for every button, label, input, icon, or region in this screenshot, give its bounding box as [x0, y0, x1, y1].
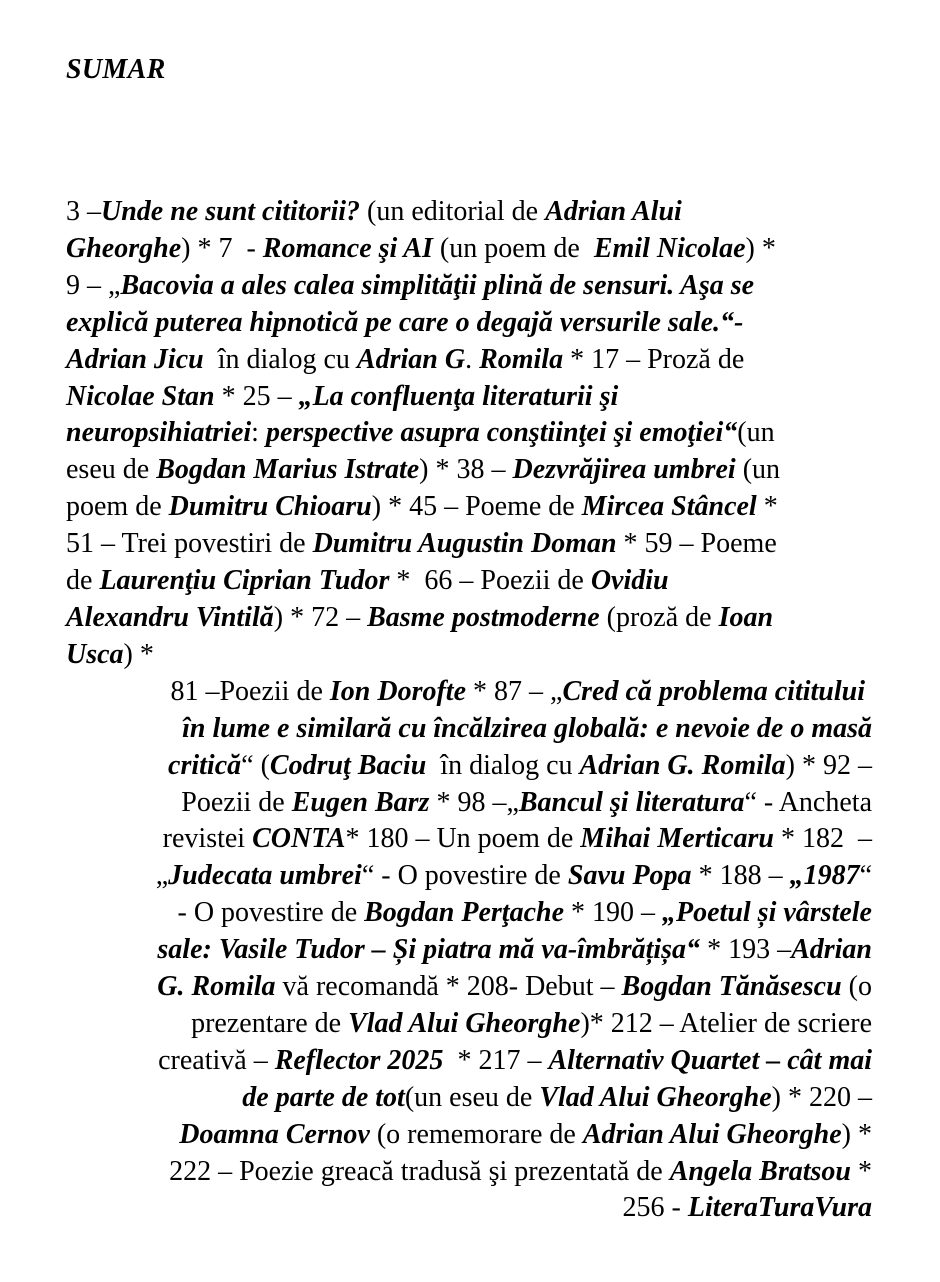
toc-line — [0, 194, 940, 231]
toc-emphasis: Laurenţiu Ciprian Tudor — [99, 565, 390, 597]
toc-text: ) * 7 - — [181, 232, 263, 264]
toc-line — [0, 932, 940, 969]
toc-emphasis: Eugen Barz — [291, 786, 430, 818]
toc-emphasis: Bogdan Tănăsescu — [621, 971, 842, 1003]
toc-text: * 59 – Poeme — [616, 528, 777, 560]
toc-emphasis: Romila — [479, 343, 564, 375]
toc-line — [0, 674, 940, 711]
toc-emphasis: Angela Bratsou — [669, 1155, 851, 1187]
toc-text: : — [251, 417, 266, 449]
toc-line — [0, 526, 940, 563]
toc-line — [0, 268, 940, 305]
toc-text: (proză de — [599, 601, 719, 633]
toc-text: * 217 – — [443, 1044, 549, 1076]
toc-line — [0, 1080, 940, 1117]
toc-emphasis: Adrian Alui — [545, 196, 682, 227]
toc-line — [0, 563, 940, 600]
toc-text: de — [66, 565, 100, 597]
toc-text: Poezii de — [181, 786, 292, 818]
toc-text: * 17 – Proză de — [563, 343, 745, 375]
toc-emphasis: de parte de tot — [242, 1081, 405, 1113]
toc-emphasis: Bogdan Perţache — [364, 897, 565, 929]
toc-text: 81 –Poezii de — [170, 675, 330, 707]
toc-emphasis: Dezvrăjirea umbrei — [512, 454, 736, 486]
toc-text: . — [465, 343, 480, 375]
toc-line — [0, 452, 940, 489]
toc-text: ) * — [745, 232, 776, 264]
table-of-contents — [0, 194, 940, 1227]
toc-line — [0, 711, 940, 748]
toc-emphasis: în lume e similară cu încălzirea globală: e nevoie de o masă — [182, 712, 872, 744]
toc-line — [0, 231, 940, 268]
toc-text: * 87 – „ — [466, 675, 563, 707]
toc-line — [0, 305, 940, 342]
toc-emphasis: Judecata umbrei — [168, 860, 362, 892]
toc-emphasis: Dumitru Augustin Doman — [312, 528, 617, 560]
toc-emphasis: Reflector 2025 — [274, 1044, 444, 1076]
toc-text: ) * 92 – — [785, 749, 872, 781]
toc-text: * 25 – — [214, 380, 299, 412]
toc-text: 3 – — [66, 196, 101, 227]
toc-text: vă recomandă * 208- Debut – — [275, 971, 622, 1003]
toc-text: “ — [859, 860, 872, 892]
toc-emphasis: Bancul şi literatura — [518, 786, 745, 818]
toc-line — [0, 858, 940, 895]
toc-emphasis: Adrian Jicu — [66, 343, 204, 375]
toc-text: (un — [737, 417, 775, 449]
toc-line — [0, 821, 940, 858]
toc-emphasis: perspective asupra conştiinţei şi emoţiei“ — [265, 417, 738, 449]
toc-emphasis: Ovidiu — [590, 565, 669, 597]
toc-emphasis: „1987 — [789, 860, 860, 892]
toc-emphasis: Unde ne sunt cititorii? — [101, 196, 361, 227]
toc-text: ) * — [841, 1118, 872, 1150]
toc-emphasis: explică puterea hipnotică pe care o degajă versurile sale.“- — [66, 306, 744, 338]
toc-emphasis: Codruţ Baciu — [269, 749, 427, 781]
toc-text: eseu de — [66, 454, 157, 486]
toc-emphasis: Basme postmoderne — [367, 601, 600, 633]
toc-text: (o — [841, 971, 872, 1003]
toc-line — [0, 1117, 940, 1154]
toc-text: - O povestire de — [177, 897, 365, 929]
toc-line — [0, 969, 940, 1006]
toc-text: în dialog cu — [426, 749, 580, 781]
toc-line — [0, 342, 940, 379]
toc-text: “ - Ancheta — [744, 786, 872, 818]
toc-text: (un poem de — [432, 232, 594, 264]
toc-text: (un — [735, 454, 781, 486]
toc-text: ) * 38 – — [419, 454, 513, 486]
toc-emphasis: „La confluenţa literaturii şi — [298, 380, 619, 412]
toc-emphasis: Adrian — [791, 934, 872, 966]
toc-emphasis: Ion Dorofte — [329, 675, 466, 707]
toc-emphasis: Vlad Alui Gheorghe — [348, 1007, 581, 1039]
toc-text: „ — [155, 860, 169, 892]
toc-text: în dialog cu — [203, 343, 357, 375]
toc-text: ) * 72 – — [273, 601, 368, 633]
toc-line — [0, 1043, 940, 1080]
toc-emphasis: neuropsihiatriei — [66, 417, 252, 449]
page-title: SUMAR — [66, 54, 166, 85]
toc-line — [0, 785, 940, 822]
toc-emphasis: Ioan — [718, 601, 774, 633]
toc-emphasis: Cred că problema cititului — [562, 675, 872, 707]
toc-text: poem de — [66, 491, 169, 523]
toc-text: (un editorial de — [360, 196, 546, 227]
toc-emphasis: Gheorghe — [66, 232, 182, 264]
toc-emphasis: Usca — [66, 638, 124, 670]
toc-line — [0, 415, 940, 452]
toc-emphasis: Adrian G — [356, 343, 466, 375]
toc-text: 9 – „ — [66, 269, 121, 301]
toc-text: * 188 – — [691, 860, 790, 892]
toc-text: )* 212 – Atelier de scriere — [580, 1007, 872, 1039]
toc-text: * 98 –„ — [429, 786, 519, 818]
toc-text: revistei — [162, 823, 253, 855]
toc-emphasis: Romance şi AI — [262, 232, 433, 264]
toc-emphasis: Alexandru Vintilă — [66, 601, 274, 633]
toc-emphasis: LiteraTuraVura — [687, 1192, 872, 1224]
toc-emphasis: Mircea Stâncel — [581, 491, 757, 523]
toc-line — [0, 1190, 940, 1227]
toc-line — [0, 1006, 940, 1043]
toc-emphasis: Emil Nicolae — [593, 232, 746, 264]
toc-text: ) * 45 – Poeme de — [371, 491, 582, 523]
toc-line — [0, 1154, 940, 1191]
toc-text: “ ( — [241, 749, 270, 781]
toc-text: 51 – Trei povestiri de — [66, 528, 313, 560]
toc-emphasis: G. Romila — [157, 971, 276, 1003]
toc-text: (o rememorare de — [369, 1118, 583, 1150]
toc-emphasis: Adrian G. Romila — [579, 749, 786, 781]
toc-line — [0, 637, 940, 674]
toc-emphasis: critică — [168, 749, 242, 781]
toc-emphasis: Adrian Alui Gheorghe — [582, 1118, 842, 1150]
toc-emphasis: Bacovia a ales calea simplităţii plină de sensuri. Aşa se — [120, 269, 755, 301]
toc-text: 222 – Poezie greacă tradusă şi prezentată de — [169, 1155, 670, 1187]
toc-text: * 190 – — [564, 897, 663, 929]
toc-text: ) * 220 – — [771, 1081, 872, 1113]
toc-emphasis: CONTA — [252, 823, 346, 855]
toc-text: prezentare de — [191, 1007, 349, 1039]
toc-emphasis: „Poetul și vârstele — [662, 897, 872, 929]
toc-text: creativă – — [158, 1044, 275, 1076]
toc-line — [0, 379, 940, 416]
toc-text: (un eseu de — [404, 1081, 540, 1113]
toc-emphasis: Alternativ Quartet – cât mai — [548, 1044, 872, 1076]
toc-emphasis: Bogdan Marius Istrate — [156, 454, 420, 486]
toc-emphasis: Doamna Cernov — [179, 1118, 370, 1150]
toc-text: * — [851, 1155, 872, 1187]
toc-text: * 193 – — [700, 934, 792, 966]
toc-text: “ - O povestire de — [361, 860, 568, 892]
toc-text: * 180 – Un poem de — [345, 823, 581, 855]
toc-emphasis: Mihai Merticaru — [580, 823, 774, 855]
toc-emphasis: sale: Vasile Tudor – Și piatra mă va-îmbrățișa“ — [157, 934, 701, 966]
toc-text: 256 - — [622, 1192, 688, 1224]
toc-text: * 66 – Poezii de — [389, 565, 591, 597]
toc-emphasis: Dumitru Chioaru — [168, 491, 372, 523]
toc-emphasis: Savu Popa — [567, 860, 692, 892]
toc-line — [0, 489, 940, 526]
toc-emphasis: Vlad Alui Gheorghe — [539, 1081, 772, 1113]
toc-line — [0, 600, 940, 637]
toc-line — [0, 748, 940, 785]
toc-line — [0, 895, 940, 932]
toc-text: * — [756, 491, 778, 523]
toc-emphasis: Nicolae Stan — [66, 380, 215, 412]
toc-text: * 182 – — [774, 823, 872, 855]
toc-text: ) * — [123, 638, 154, 670]
